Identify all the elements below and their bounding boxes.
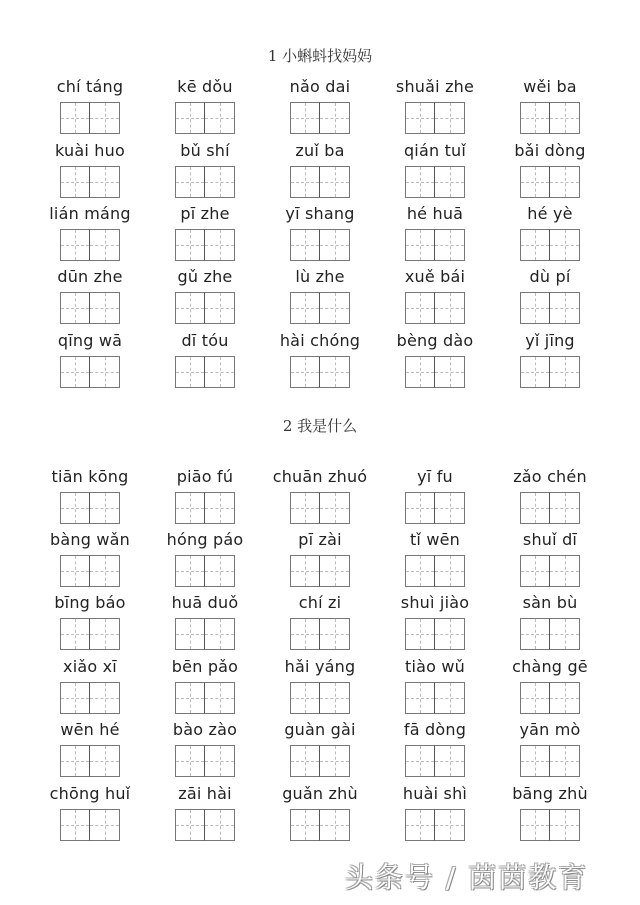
tianzige-cell [320, 555, 350, 587]
writing-grid [380, 492, 490, 524]
writing-grid [35, 745, 145, 777]
pinyin-label: hài chóng [279, 331, 361, 350]
word-item [35, 331, 145, 388]
tianzige-cell [175, 745, 205, 777]
tianzige-cell [175, 356, 205, 388]
writing-grid [150, 292, 260, 324]
pinyin-label: hé yè [527, 204, 573, 223]
tianzige-cell [550, 229, 580, 261]
tianzige-cell [60, 229, 90, 261]
tianzige-cell [405, 492, 435, 524]
pinyin-label: hé huā [406, 204, 464, 223]
tianzige-cell [205, 618, 235, 650]
tianzige-cell [435, 492, 465, 524]
tianzige-cell [520, 102, 550, 134]
tianzige-cell [520, 682, 550, 714]
word-item [495, 331, 605, 388]
tianzige-cell [60, 166, 90, 198]
section-title: 2 我是什么 [282, 417, 358, 435]
writing-grid [380, 618, 490, 650]
writing-grid [380, 745, 490, 777]
tianzige-cell [290, 166, 320, 198]
pinyin-label: dù pí [529, 267, 571, 286]
pinyin-label: kuài huo [55, 141, 125, 160]
word-item [35, 204, 145, 261]
pinyin-label: piāo fú [176, 467, 234, 486]
tianzige-cell [320, 618, 350, 650]
tianzige-cell [405, 555, 435, 587]
writing-grid [495, 292, 605, 324]
writing-grid [150, 555, 260, 587]
pinyin-label: nǎo dai [289, 77, 351, 96]
writing-grid [150, 102, 260, 134]
tianzige-cell [520, 745, 550, 777]
tianzige-cell [175, 555, 205, 587]
writing-grid [495, 809, 605, 841]
tianzige-cell [60, 809, 90, 841]
tianzige-cell [60, 292, 90, 324]
tianzige-cell [550, 555, 580, 587]
word-item [380, 657, 490, 714]
word-item [495, 593, 605, 650]
writing-grid [380, 102, 490, 134]
tianzige-cell [520, 166, 550, 198]
tianzige-cell [175, 292, 205, 324]
tianzige-cell [90, 166, 120, 198]
pinyin-label: shuǐ dī [522, 530, 578, 549]
tianzige-cell [90, 492, 120, 524]
word-item [150, 77, 260, 134]
writing-grid [495, 356, 605, 388]
pinyin-label: guǎn zhù [282, 784, 358, 803]
pinyin-label: lù zhe [295, 267, 345, 286]
tianzige-cell [405, 292, 435, 324]
pinyin-label: bàng wǎn [50, 530, 130, 549]
writing-grid [495, 745, 605, 777]
writing-grid [35, 229, 145, 261]
word-item [380, 784, 490, 841]
writing-grid [265, 555, 375, 587]
pinyin-label: tiān kōng [51, 467, 129, 486]
tianzige-cell [435, 292, 465, 324]
tianzige-cell [90, 682, 120, 714]
writing-grid [35, 356, 145, 388]
tianzige-cell [60, 682, 90, 714]
tianzige-cell [205, 166, 235, 198]
tianzige-cell [405, 745, 435, 777]
tianzige-cell [320, 166, 350, 198]
word-item [495, 467, 605, 524]
pinyin-label: kē dǒu [177, 77, 233, 96]
tianzige-cell [435, 809, 465, 841]
word-item [495, 141, 605, 198]
tianzige-cell [320, 682, 350, 714]
pinyin-label: xuě bái [404, 267, 466, 286]
pinyin-label: huā duǒ [171, 593, 239, 612]
pinyin-label: chuān zhuó [272, 467, 368, 486]
word-item [380, 530, 490, 587]
word-item [35, 467, 145, 524]
pinyin-label: pī zài [298, 530, 342, 549]
word-item [495, 267, 605, 324]
writing-grid [265, 809, 375, 841]
pinyin-label: wěi ba [523, 77, 577, 96]
word-item [380, 204, 490, 261]
writing-grid [35, 102, 145, 134]
word-item [380, 720, 490, 777]
tianzige-cell [90, 618, 120, 650]
pinyin-label: hóng páo [166, 530, 244, 549]
writing-grid [150, 618, 260, 650]
word-item [150, 593, 260, 650]
tianzige-cell [90, 356, 120, 388]
tianzige-cell [90, 229, 120, 261]
tianzige-cell [175, 229, 205, 261]
word-item [265, 593, 375, 650]
word-item [150, 530, 260, 587]
tianzige-cell [205, 682, 235, 714]
writing-grid [495, 166, 605, 198]
tianzige-cell [550, 618, 580, 650]
tianzige-cell [435, 745, 465, 777]
word-item [150, 657, 260, 714]
word-item [35, 267, 145, 324]
word-item [495, 657, 605, 714]
writing-grid [495, 492, 605, 524]
writing-grid [265, 618, 375, 650]
writing-grid [495, 102, 605, 134]
writing-grid [150, 356, 260, 388]
tianzige-cell [60, 102, 90, 134]
tianzige-cell [205, 809, 235, 841]
pinyin-label: guàn gài [284, 720, 356, 739]
writing-grid [35, 809, 145, 841]
pinyin-label: bāng zhù [512, 784, 588, 803]
tianzige-cell [520, 492, 550, 524]
word-item [35, 141, 145, 198]
writing-grid [35, 618, 145, 650]
pinyin-label: tiào wǔ [404, 657, 466, 676]
pinyin-label: pī zhe [180, 204, 230, 223]
pinyin-label: fā dòng [403, 720, 467, 739]
tianzige-cell [60, 618, 90, 650]
writing-grid [35, 166, 145, 198]
tianzige-cell [435, 229, 465, 261]
word-item [150, 784, 260, 841]
pinyin-label: huài shì [402, 784, 468, 803]
tianzige-cell [290, 809, 320, 841]
word-item [35, 784, 145, 841]
writing-grid [35, 292, 145, 324]
tianzige-cell [205, 292, 235, 324]
tianzige-cell [90, 555, 120, 587]
tianzige-cell [520, 555, 550, 587]
word-item [150, 141, 260, 198]
word-item [150, 331, 260, 388]
word-item [380, 77, 490, 134]
tianzige-cell [205, 492, 235, 524]
word-item [35, 77, 145, 134]
word-item [265, 331, 375, 388]
tianzige-cell [60, 356, 90, 388]
tianzige-cell [320, 292, 350, 324]
tianzige-cell [520, 618, 550, 650]
tianzige-cell [175, 166, 205, 198]
tianzige-cell [205, 356, 235, 388]
tianzige-cell [60, 492, 90, 524]
tianzige-cell [205, 102, 235, 134]
writing-grid [150, 682, 260, 714]
tianzige-cell [405, 809, 435, 841]
writing-grid [265, 292, 375, 324]
pinyin-label: shuǎi zhe [395, 77, 475, 96]
tianzige-cell [175, 682, 205, 714]
pinyin-label: lián máng [49, 204, 131, 223]
tianzige-cell [320, 102, 350, 134]
tianzige-cell [90, 292, 120, 324]
pinyin-label: yān mò [519, 720, 581, 739]
pinyin-label: dī tóu [181, 331, 229, 350]
tianzige-cell [550, 102, 580, 134]
tianzige-cell [405, 618, 435, 650]
word-item [380, 267, 490, 324]
writing-grid [265, 745, 375, 777]
tianzige-cell [405, 166, 435, 198]
word-item [380, 467, 490, 524]
tianzige-cell [550, 356, 580, 388]
pinyin-label: qián tuǐ [403, 141, 467, 160]
writing-grid [380, 356, 490, 388]
writing-grid [35, 492, 145, 524]
word-item [495, 530, 605, 587]
tianzige-cell [550, 745, 580, 777]
pinyin-label: zǎo chén [513, 467, 587, 486]
tianzige-cell [320, 809, 350, 841]
writing-grid [265, 229, 375, 261]
word-item [265, 784, 375, 841]
pinyin-label: chí táng [56, 77, 124, 96]
tianzige-cell [320, 745, 350, 777]
tianzige-cell [550, 166, 580, 198]
word-item [380, 593, 490, 650]
word-item [265, 77, 375, 134]
tianzige-cell [90, 745, 120, 777]
pinyin-label: bēn pǎo [171, 657, 239, 676]
tianzige-cell [90, 102, 120, 134]
writing-grid [150, 809, 260, 841]
tianzige-cell [550, 292, 580, 324]
word-item [265, 467, 375, 524]
writing-grid [265, 682, 375, 714]
word-item [380, 141, 490, 198]
word-item [495, 784, 605, 841]
pinyin-label: wēn hé [60, 720, 120, 739]
word-item [265, 204, 375, 261]
writing-grid [380, 555, 490, 587]
writing-grid [380, 682, 490, 714]
writing-grid [495, 555, 605, 587]
tianzige-cell [290, 292, 320, 324]
pinyin-label: bèng dào [396, 331, 474, 350]
word-item [495, 77, 605, 134]
writing-grid [495, 618, 605, 650]
writing-grid [265, 102, 375, 134]
tianzige-cell [290, 618, 320, 650]
word-item [35, 530, 145, 587]
tianzige-cell [435, 166, 465, 198]
tianzige-cell [435, 555, 465, 587]
pinyin-label: tǐ wēn [409, 530, 461, 549]
tianzige-cell [175, 809, 205, 841]
pinyin-label: zāi hài [178, 784, 232, 803]
pinyin-label: bǔ shí [180, 141, 230, 160]
tianzige-cell [550, 682, 580, 714]
tianzige-cell [290, 555, 320, 587]
pinyin-label: zuǐ ba [295, 141, 345, 160]
pinyin-label: sàn bù [522, 593, 578, 612]
tianzige-cell [290, 356, 320, 388]
word-item [35, 593, 145, 650]
writing-grid [150, 166, 260, 198]
tianzige-cell [60, 555, 90, 587]
word-item [265, 267, 375, 324]
tianzige-cell [290, 492, 320, 524]
writing-grid [150, 745, 260, 777]
tianzige-cell [205, 555, 235, 587]
writing-grid [35, 682, 145, 714]
writing-grid [265, 166, 375, 198]
word-item [265, 720, 375, 777]
writing-grid [150, 492, 260, 524]
pinyin-label: xiǎo xī [63, 657, 117, 676]
tianzige-cell [290, 102, 320, 134]
tianzige-cell [60, 745, 90, 777]
writing-grid [265, 356, 375, 388]
writing-grid [380, 292, 490, 324]
writing-grid [380, 229, 490, 261]
pinyin-label: dūn zhe [57, 267, 123, 286]
tianzige-cell [320, 356, 350, 388]
pinyin-label: qīng wā [57, 331, 123, 350]
watermark: 头条号 / 茵茵教育 [345, 861, 589, 894]
tianzige-cell [205, 229, 235, 261]
tianzige-cell [290, 682, 320, 714]
tianzige-cell [290, 229, 320, 261]
writing-grid [150, 229, 260, 261]
tianzige-cell [435, 356, 465, 388]
tianzige-cell [175, 492, 205, 524]
tianzige-cell [320, 492, 350, 524]
writing-grid [495, 682, 605, 714]
word-item [265, 530, 375, 587]
writing-grid [495, 229, 605, 261]
word-item [35, 720, 145, 777]
word-item [35, 657, 145, 714]
pinyin-label: yī shang [285, 204, 355, 223]
tianzige-cell [175, 618, 205, 650]
writing-grid [35, 555, 145, 587]
pinyin-label: gǔ zhe [177, 267, 233, 286]
tianzige-cell [405, 682, 435, 714]
tianzige-cell [405, 102, 435, 134]
writing-grid [380, 166, 490, 198]
writing-grid [380, 809, 490, 841]
word-item [265, 657, 375, 714]
tianzige-cell [550, 809, 580, 841]
tianzige-cell [550, 492, 580, 524]
tianzige-cell [435, 682, 465, 714]
word-item [150, 267, 260, 324]
tianzige-cell [520, 292, 550, 324]
tianzige-cell [175, 102, 205, 134]
word-item [495, 204, 605, 261]
tianzige-cell [435, 102, 465, 134]
pinyin-label: chōng huǐ [49, 784, 131, 803]
tianzige-cell [90, 809, 120, 841]
tianzige-cell [520, 809, 550, 841]
tianzige-cell [405, 229, 435, 261]
pinyin-label: yī fu [417, 467, 453, 486]
word-item [495, 720, 605, 777]
pinyin-label: chí zi [298, 593, 342, 612]
writing-grid [265, 492, 375, 524]
pinyin-label: shuì jiào [400, 593, 470, 612]
word-item [150, 467, 260, 524]
tianzige-cell [520, 229, 550, 261]
tianzige-cell [405, 356, 435, 388]
word-item [265, 141, 375, 198]
word-item [380, 331, 490, 388]
tianzige-cell [290, 745, 320, 777]
tianzige-cell [520, 356, 550, 388]
pinyin-label: bīng báo [54, 593, 126, 612]
pinyin-label: yǐ jīng [525, 331, 575, 350]
pinyin-label: chàng gē [512, 657, 588, 676]
tianzige-cell [320, 229, 350, 261]
tianzige-cell [205, 745, 235, 777]
tianzige-cell [435, 618, 465, 650]
section-title: 1 小蝌蚪找妈妈 [267, 47, 373, 65]
word-item [150, 204, 260, 261]
pinyin-label: bǎi dòng [514, 141, 586, 160]
word-item [150, 720, 260, 777]
pinyin-label: hǎi yáng [284, 657, 356, 676]
pinyin-label: bào zào [172, 720, 238, 739]
